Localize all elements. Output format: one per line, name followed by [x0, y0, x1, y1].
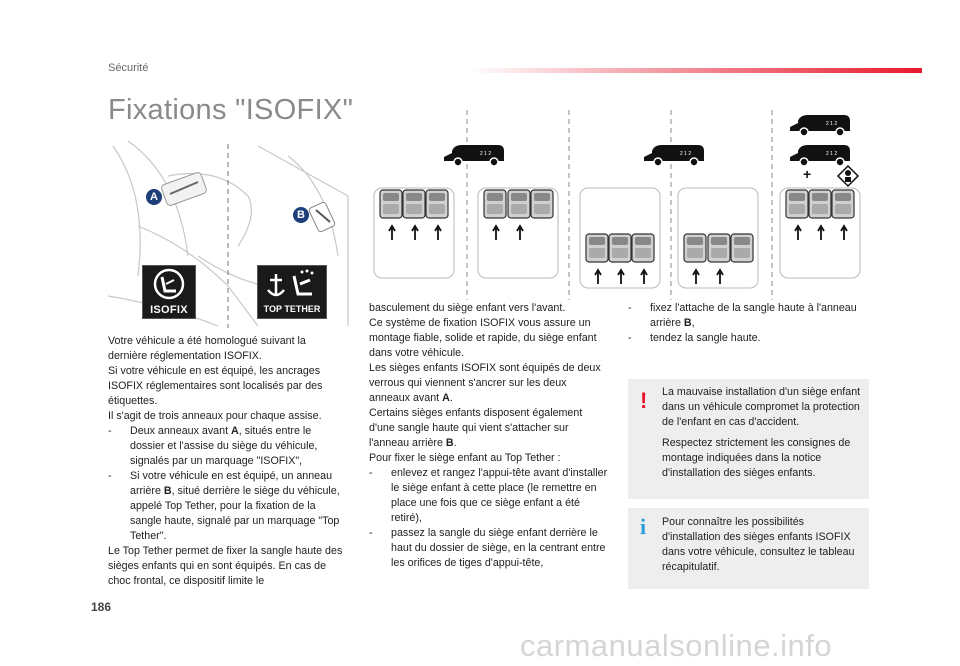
dash: -: [628, 332, 632, 344]
text: Les sièges enfants ISOFIX sont équipés de deux verrous qui viennent s'ancrer sur les deux anneaux avant: [369, 362, 601, 404]
config-3: [580, 188, 660, 288]
warning-text-2: Respectez strictement les consignes de montage indiquées dans la notice d'installation des sièges enfants.: [662, 437, 851, 479]
marker-a-badge: [146, 189, 162, 205]
van-icon: [444, 145, 504, 166]
col2-paragraph: [369, 406, 609, 451]
dash: -: [628, 302, 632, 314]
van-icon: [790, 115, 850, 136]
text: , situés entre le dossier et l'assise du siège du véhicule, signalés par un marquage "ISOFIX",: [130, 425, 318, 467]
col2-paragraph: Ce système de fixation ISOFIX vous assure un montage fiable, solide et rapide, du siège enfant dans votre véhicule.: [369, 317, 597, 359]
col2-paragraph: [369, 361, 609, 406]
text: fixez l'attache de la sangle haute à l'anneau arrière: [650, 302, 857, 329]
text: enlevez et rangez l'appui-tête avant d'installer le siège enfant à cette place (le remettre en place une fois que ce siège enfant a été retiré),: [391, 467, 608, 524]
dash: -: [369, 467, 373, 479]
col2-list-item: [369, 526, 609, 571]
plus-sign: +: [803, 166, 812, 182]
page-number: 186: [91, 600, 112, 614]
watermark: carmanualsonline.info: [520, 628, 833, 663]
column-1: [108, 334, 348, 589]
seating-configurations-diagram: 2 1 2: [366, 100, 876, 300]
text: , situé derrière le siège du véhicule, appelé Top Tether, pour la fixation de la sangle haute, signalé par un marquage "Top Tether".: [130, 485, 340, 542]
isofix-label-text: ISOFIX: [150, 304, 188, 316]
text-bold: B: [445, 437, 454, 449]
dash: -: [369, 527, 373, 539]
col3-list-item: [628, 331, 868, 346]
warning-icon: !: [640, 388, 648, 413]
text: ,: [691, 317, 695, 329]
van-icon: [790, 145, 850, 166]
text: Deux anneaux avant: [130, 425, 232, 437]
dash: -: [108, 470, 112, 482]
config-4: [678, 188, 758, 288]
col1-paragraph: Il s'agit de trois anneaux pour chaque assise.: [108, 410, 322, 422]
top-tether-label-text: TOP TETHER: [263, 304, 321, 314]
text: .: [449, 392, 453, 404]
text: .: [453, 437, 457, 449]
col1-paragraph: Le Top Tether permet de fixer la sangle haute des sièges enfants qui en sont équipés. En cas de choc frontal, ce dispositif limite le: [108, 545, 343, 587]
warning-text-1: La mauvaise installation d'un siège enfant dans un véhicule compromet la protection de l'enfant en cas d'accident.: [662, 386, 861, 428]
isofix-seat-icon: [143, 266, 195, 304]
child-seat-warning-icon: [838, 166, 858, 186]
col2-paragraph: basculement du siège enfant vers l'avant.: [369, 302, 566, 314]
config-2: [478, 188, 558, 278]
dash: -: [108, 425, 112, 437]
col2-paragraph: Pour fixer le siège enfant au Top Tether :: [369, 452, 561, 464]
col1-paragraph: Votre véhicule a été homologué suivant la dernière réglementation ISOFIX.: [108, 335, 306, 362]
marker-a-label: A: [150, 191, 158, 203]
text-bold: A: [442, 392, 450, 404]
marker-b-label: B: [297, 209, 305, 221]
text: Si votre véhicule en est équipé, un anneau arrière: [130, 470, 333, 497]
isofix-label: [142, 265, 196, 319]
config-1: [374, 188, 454, 278]
info-icon: i: [640, 514, 647, 539]
col3-list-item: [628, 301, 868, 331]
col1-list-item: [108, 424, 348, 469]
text: tendez la sangle haute.: [650, 332, 761, 344]
text: Certains sièges enfants disposent également d'une sangle haute qui vient s'attacher sur l'anneau arrière: [369, 407, 583, 449]
config-5: [780, 188, 860, 278]
page-title: Fixations "ISOFIX": [108, 94, 354, 126]
column-2: [369, 301, 609, 571]
info-box: [628, 508, 869, 589]
column-3: [628, 301, 868, 346]
header-accent-bar: [470, 68, 922, 73]
text-bold: A: [231, 425, 239, 437]
text-bold: B: [683, 317, 692, 329]
text: passez la sangle du siège enfant derrière le haut du dossier de siège, en la centrant entre les orifices de tiges d'appui-tête,: [391, 527, 606, 569]
top-tether-icon: [258, 266, 326, 304]
col1-list-item: [108, 469, 348, 544]
section-header: Sécurité: [108, 62, 149, 74]
col2-list-item: [369, 466, 609, 526]
col1-paragraph: Si votre véhicule en est équipé, les ancrages ISOFIX réglementaires sont localisés par des étiquettes.: [108, 365, 323, 407]
warning-box: [628, 379, 869, 499]
marker-b-badge: [293, 207, 309, 223]
van-icon: [644, 145, 704, 166]
info-text: Pour connaître les possibilités d'installation des sièges enfants ISOFIX dans votre véhicule, consultez le tableau récapitulatif.: [662, 516, 855, 573]
top-tether-label: [257, 265, 327, 319]
text-bold: B: [163, 485, 172, 497]
